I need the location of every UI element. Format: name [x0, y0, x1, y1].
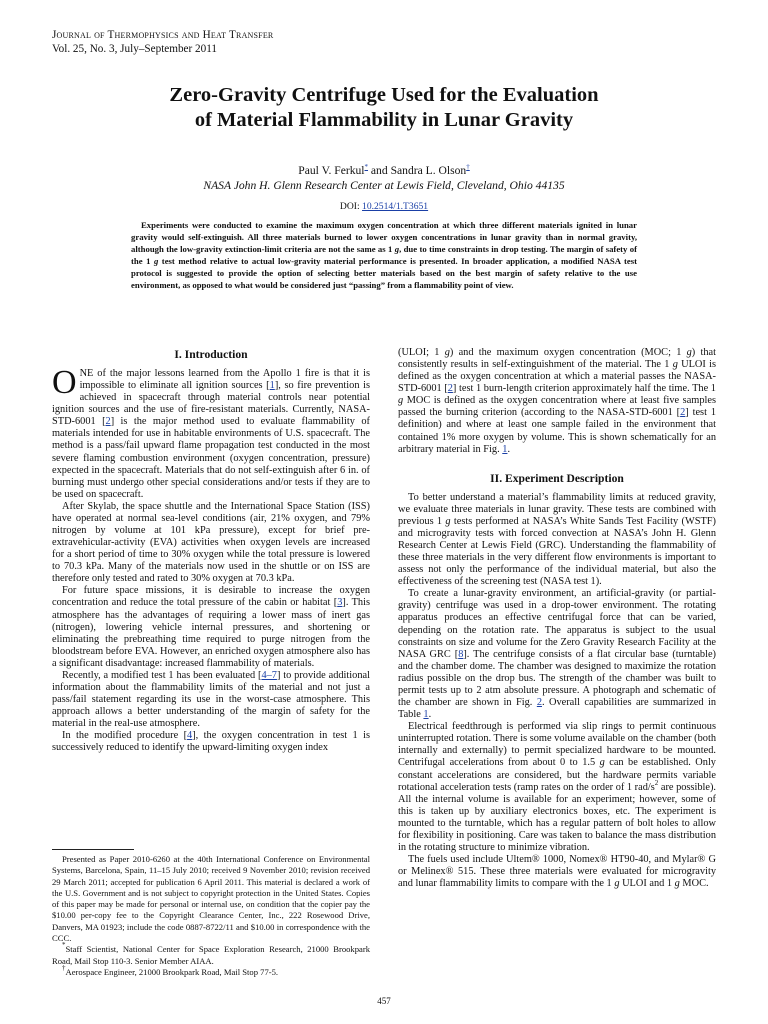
body-text: MOC. [679, 878, 709, 890]
body-text: g [445, 515, 451, 527]
author-block [60, 163, 708, 193]
doi-label: DOI: [339, 201, 363, 212]
abstract-text: g [394, 243, 400, 254]
author-1: Paul V. Ferkul [298, 164, 365, 177]
body-text: . Overall capabilities are summarized in Table [398, 697, 717, 721]
ref-link-2[interactable]: 2 [680, 407, 686, 419]
ref-link-1[interactable]: 1 [269, 380, 275, 392]
doi-link[interactable]: 10.2514/1.T3651 [362, 201, 429, 212]
journal-header [52, 29, 273, 56]
body-text: g [614, 878, 620, 890]
ref-link-4[interactable]: 4 [187, 730, 193, 742]
intro-paragraph-1 [52, 364, 371, 501]
body-text: can be established. Only constant accelerations are considered, but the hardware permits variable rotational acceleration tests (ramp rates on the order of 1 rad/s [398, 757, 716, 793]
abstract-text: , due to time constraints in drop testing. The margin of safety of the 1 [131, 243, 638, 266]
body-text: ], the oxygen concentration in test 1 is successively reduced to identify the upward-limiting oxygen index [52, 730, 370, 754]
abstract-text: Experiments were conducted to examine the maximum oxygen concentration at which three different materials ignited in lunar gravity would self-extinguish. All three materials burned to lower oxygen concentrations in lunar gravity than in normal gravity, although the low-gravity extinction-limit criteria are not the same as 1 [131, 220, 637, 254]
intro-continuation [398, 347, 716, 456]
body-text: ) and the maximum oxygen concentration (MOC; 1 [449, 347, 687, 358]
body-text: ] test 1 burn-length criterion approximately half the time. The 1 [452, 383, 716, 395]
body-text: ] test 1 definition) and where at least one sample failed in the environment that contained 1% more oxygen by volume. This is shown schematically for an arbitrary material in Fig. [398, 407, 717, 455]
footnote-author-1 [52, 941, 370, 967]
title-line-1: Zero-Gravity Centrifuge Used for the Evaluation [169, 84, 599, 106]
footnote-text: Staff Scientist, National Center for Space Exploration Research, 21000 Brookpark Road, Mail Stop 110-3. Senior Member AIAA. [52, 944, 370, 966]
ref-link-8[interactable]: 8 [458, 648, 464, 660]
body-text: Recently, a modified test 1 has been evaluated [ [62, 669, 262, 681]
body-text: To create a lunar-gravity environment, an artificial-gravity (or partial-gravity) centrifuge was used in a drop-tower environment. The rotating apparatus produces an effective centrifugal force that can be varied, depending on the rotation rate. The apparatus is subject to the usual constraints on size and volume for the Zero Gravity Research Facility at the NASA GRC [ [398, 588, 716, 660]
paper-title [60, 83, 708, 133]
footnote-text: Aerospace Engineer, 21000 Brookpark Road, Mail Stop 77-5. [65, 966, 279, 977]
footnote-mark: * [62, 941, 66, 950]
experiment-paragraph-2 [398, 588, 716, 721]
intro-paragraph-3 [52, 585, 370, 670]
affiliation: NASA John H. Glenn Research Center at Lewis Field, Cleveland, Ohio 44135 [203, 179, 565, 192]
footnote-mark: † [62, 963, 66, 972]
body-text: ]. The centrifuge consists of a flat circular base (turntable) and the chamber dome. The chamber was designed to maximize the rotation radius possible on the drop bus. The strength of the chamber was built to permit tests up to 2 atm absolute pressure. A photograph and schematic of the chamber are shown in Fig. [398, 648, 716, 709]
body-text: To better understand a material’s flammability limits at reduced gravity, we evaluate three materials in lunar gravity. These tests are combined with previous 1 [398, 491, 716, 527]
body-text: ]. This atmosphere has the advantages of requiring a lower mass of inert gas (nitrogen), lowering vehicle internal pressures, and shortening or eliminating the prebreathing time required to purge nitrogen from the bloodstream before EVA. However, an enriched oxygen atmosphere also has a significant disadvantage: increased flammability of materials. [52, 597, 370, 669]
intro-paragraph-4 [52, 670, 370, 730]
abstract-text: g [153, 255, 159, 266]
body-text: g [672, 359, 678, 371]
doi-line [60, 201, 708, 212]
body-text: (ULOI; 1 [398, 347, 445, 358]
body-text: g [686, 347, 692, 358]
body-text: The fuels used include Ultem® 1000, Nomex® HT90-40, and Mylar® G or Melinex® 515. These three materials were evaluated for microgravity and lunar flammability limits to compare with the 1 [398, 854, 716, 890]
intro-paragraph-5 [52, 730, 370, 754]
right-column [398, 347, 716, 890]
body-text: g [444, 347, 450, 358]
author-2: Sandra L. Olson [390, 164, 467, 177]
body-text: ULOI and 1 [619, 878, 675, 890]
left-column [52, 347, 370, 755]
abstract-text: test method relative to actual low-gravity material performance is presented. In broader application, a modified NASA test protocol is suggested to provide the option of selecting better materials based on the best margin of safety relative to the use environment, as opposed to what would be considered just “passing” from a flammability point of view. [131, 255, 638, 290]
body-text: NE of the major lessons learned from the Apollo 1 fire is that it is impossible to eliminate all ignition sources [ [79, 368, 370, 392]
author-1-footnote-link[interactable]: * [364, 163, 369, 171]
section-2-heading: II. Experiment Description [490, 471, 624, 485]
title-line-2: of Material Flammability in Lunar Gravity [194, 109, 574, 131]
body-text: MOC is defined as the oxygen concentration where at least five samples passed the burning criterion (according to the NASA-STD-6001 [ [398, 395, 716, 419]
drop-cap: O [52, 364, 77, 401]
body-text: ] is the major method used to evaluate flammability of materials intended for use in habitable environments of U.S. spacecraft. The method is a pass/fail upward flame propagation test conducted in the most severe flaming combustion environment (oxygen concentration, pressure) expected in the spacecraft. Materials that do not self-extinguish after 6 in. of burning must undergo other special considerations and/or tests if they are to be used on spacecraft. [52, 416, 370, 500]
body-text: g [674, 878, 680, 890]
body-text: . [507, 443, 511, 455]
footnote-author-2 [52, 963, 370, 978]
author-line [60, 163, 708, 178]
superscript: 2 [654, 778, 659, 787]
journal-volume: Vol. 25, No. 3, July–September 2011 [52, 42, 218, 55]
body-text: tests performed at NASA’s White Sands Test Facility (WSTF) and microgravity tests with forced convection at NASA’s John H. Glenn Research Center at Lewis Field (GRC). Understanding the flammability of these three materials in the very different flow environments is important to assess not only the performance of the individual material, but also the effectiveness of the screening test (NASA test 1). [398, 515, 716, 588]
figure-2-link[interactable]: 2 [536, 697, 542, 709]
body-text: are possible). All the internal volume is available for an experiment; however, some of this is taken up by auxiliary electronics boxes, etc. The experiment is mounted to the turntable, which has a regular pattern of bolt holes to allow for flexibility in positioning. Care was taken to balance the mass distribution in the rotating structure to minimize vibration. [398, 781, 716, 853]
body-text: In the modified procedure [ [62, 730, 188, 742]
body-text: ) that consistently results in self-extinguishment of the material. The 1 [398, 347, 716, 371]
page-number: 457 [377, 996, 391, 1006]
experiment-paragraph-1 [398, 492, 716, 589]
experiment-paragraph-4 [398, 854, 716, 890]
body-text: ], so fire prevention is achieved in spacecraft through material controls near potential ignition sources and the use of fire-resistant materials. Currently, NASA-STD-6001 [ [52, 380, 371, 428]
body-text: g [398, 395, 404, 407]
table-1-link[interactable]: 1 [423, 709, 429, 721]
figure-1-link[interactable]: 1 [502, 443, 508, 455]
body-text: ] to provide additional information about the flammability limits of the material and not just a pass/fail statement regarding its use in the worst-case atmosphere. This approach allows a better understanding of the margin of safety for the material in the real-use atmosphere. [52, 669, 370, 730]
ref-link-2[interactable]: 2 [447, 383, 453, 395]
footnotes [52, 849, 370, 978]
ref-link-2[interactable]: 2 [105, 416, 111, 428]
abstract [131, 220, 637, 291]
body-text: g [599, 757, 605, 769]
section-1-heading: I. Introduction [174, 348, 248, 361]
footnote-presentation: Presented as Paper 2010-6260 at the 40th International Conference on Environmental Systems, Barcelona, Spain, 11–15 July 2010; received 9 November 2010; revision received 29 March 2011; accepted for publication 6 April 2011. This material is declared a work of the U.S. Government and is not subject to copyright protection in the United States. Copies of this paper may be made for personal or internal use, on condition that the copier pay the $10.00 per-copy fee to the Copyright Clearance Center, Inc., 222 Rosewood Drive, Danvers, MA 01923; include the code 0887-8722/11 and $10.00 in correspondence with the CCC. [52, 854, 370, 944]
experiment-paragraph-3 [398, 721, 716, 854]
ref-link-4-7[interactable]: 4–7 [261, 669, 277, 681]
body-text: ULOI is defined as the oxygen concentration at which a material passes the NASA-STD-6001 [ [398, 359, 716, 395]
journal-name: Journal of Thermophysics and Heat Transfer [52, 29, 274, 41]
intro-paragraph-2: After Skylab, the space shuttle and the International Space Station (ISS) have operated at normal sea-level conditions (air, 21% oxygen, and 79% nitrogen by volume at 101 kPa pressure), except for brief pre-extravehicular-activity (EVA) activities when oxygen levels are increased for a short period of time to 30% oxygen while the total pressure is lowered to 70.3 kPa. Many of the materials now used in the shuttle or on ISS are therefore only tested and rated to 30% oxygen at 70.3 kPa. [52, 500, 370, 585]
author-2-footnote-link[interactable]: † [466, 163, 470, 171]
footnote-rule [52, 849, 134, 850]
body-text: Electrical feedthrough is performed via slip rings to permit continuous uninterrupted rotation. There is some volume available on the chamber (both internally and externally) to permit specialized hardware to be mounted. Centrifugal accelerations from about 0 to 1.5 [398, 721, 716, 769]
body-text: . [428, 709, 432, 721]
ref-link-3[interactable]: 3 [337, 597, 343, 609]
body-text: For future space missions, it is desirable to increase the oxygen concentration and reduce the total pressure of the cabin or habitat [ [52, 585, 370, 609]
author-separator: and [368, 164, 391, 177]
